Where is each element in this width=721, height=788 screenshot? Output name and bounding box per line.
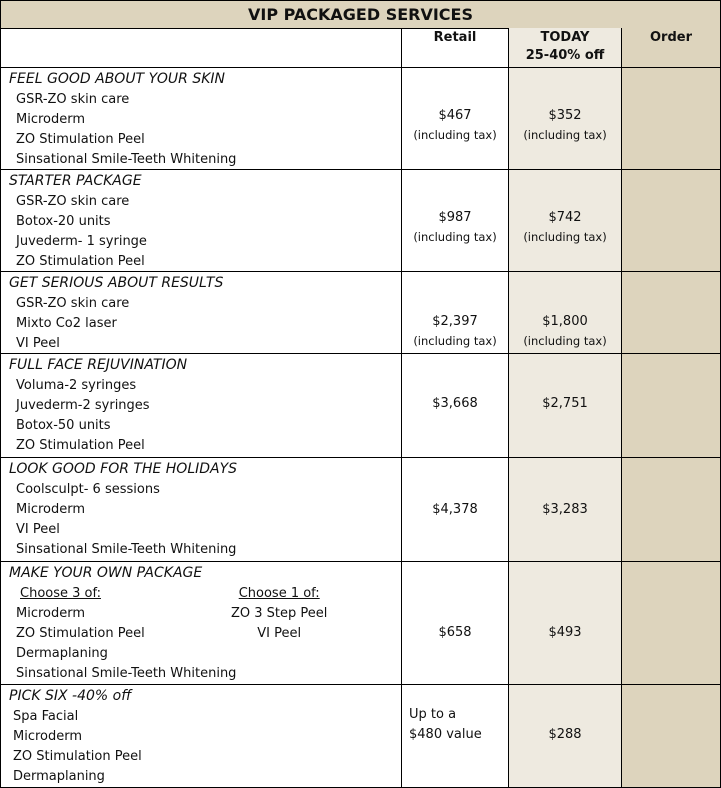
package-item: ZO Stimulation Peel: [16, 626, 145, 641]
package-item: Voluma-2 syringes: [16, 378, 137, 393]
package-items: [16, 480, 236, 560]
today-price: $3,283: [542, 502, 588, 517]
order-cell[interactable]: [622, 354, 721, 458]
package-item: Coolsculpt- 6 sessions: [16, 482, 160, 497]
package-item: ZO Stimulation Peel: [16, 254, 145, 269]
package-item: GSR-ZO skin care: [16, 194, 130, 209]
tax-note: (including tax): [413, 334, 497, 348]
header-retail: Retail: [402, 28, 509, 68]
package-cell: [0, 170, 402, 272]
retail-value-prefix: Up to a: [409, 707, 457, 722]
choose-one-label: Choose 1 of:: [238, 586, 320, 601]
package-items: [13, 707, 142, 787]
package-title: STARTER PACKAGE: [9, 173, 142, 189]
today-cell: [509, 458, 622, 562]
tax-note: (including tax): [523, 334, 607, 348]
today-cell: [509, 170, 622, 272]
header-order: Order: [622, 28, 721, 68]
today-cell: [509, 685, 622, 788]
package-title: FEEL GOOD ABOUT YOUR SKIN: [9, 71, 225, 87]
tax-note: (including tax): [413, 230, 497, 244]
package-row: [0, 170, 721, 272]
retail-cell: [402, 68, 509, 170]
package-title: FULL FACE REJUVINATION: [9, 357, 188, 373]
package-cell: [0, 685, 402, 788]
package-row: [0, 68, 721, 170]
today-cell: [509, 68, 622, 170]
retail-cell: [402, 458, 509, 562]
package-item: Sinsational Smile-Teeth Whitening: [16, 152, 237, 167]
package-row: [0, 272, 721, 354]
header-today-discount: 25-40% off: [525, 48, 605, 63]
package-row: [0, 685, 721, 788]
package-item: Sinsational Smile-Teeth Whitening: [16, 542, 237, 557]
order-cell[interactable]: [622, 685, 721, 788]
choose-one-list: [231, 584, 327, 644]
today-price: $2,751: [542, 396, 588, 411]
header-today-label: TODAY: [540, 30, 590, 45]
choose-three-label: Choose 3 of:: [20, 586, 101, 601]
retail-price: $2,397: [432, 314, 478, 329]
today-cell: [509, 562, 622, 685]
today-price: $1,800: [542, 314, 588, 329]
order-cell[interactable]: [622, 68, 721, 170]
tax-note: (including tax): [413, 128, 497, 142]
package-items: [16, 294, 129, 354]
package-cell: [0, 458, 402, 562]
package-title: PICK SIX -40% off: [9, 688, 132, 704]
retail-price: $4,378: [432, 502, 478, 517]
package-row: [0, 354, 721, 458]
package-item: Spa Facial: [13, 709, 79, 724]
retail-value: $480 value: [409, 727, 482, 742]
today-price: $742: [548, 210, 582, 225]
today-cell: [509, 354, 622, 458]
package-item: ZO 3 Step Peel: [231, 606, 328, 621]
tax-note: (including tax): [523, 230, 607, 244]
order-cell[interactable]: [622, 170, 721, 272]
package-row: [0, 562, 721, 685]
package-item: GSR-ZO skin care: [16, 296, 130, 311]
package-items: [16, 90, 236, 170]
choose-three-list: [16, 584, 236, 684]
package-item: Botox-50 units: [16, 418, 111, 433]
retail-cell: [402, 562, 509, 685]
order-cell[interactable]: [622, 272, 721, 354]
order-cell[interactable]: [622, 562, 721, 685]
package-item: Sinsational Smile-Teeth Whitening: [16, 666, 237, 681]
retail-cell: [402, 272, 509, 354]
package-row: [0, 458, 721, 562]
package-title: LOOK GOOD FOR THE HOLIDAYS: [9, 461, 238, 477]
package-item: Microderm: [16, 502, 86, 517]
retail-cell: [402, 685, 509, 788]
package-title: GET SERIOUS ABOUT RESULTS: [9, 275, 224, 291]
package-item: Microderm: [16, 112, 86, 127]
package-item: ZO Stimulation Peel: [16, 132, 145, 147]
retail-price: $467: [438, 108, 472, 123]
retail-cell: [402, 170, 509, 272]
package-item: ZO Stimulation Peel: [13, 749, 142, 764]
package-cell: [0, 562, 402, 685]
package-item: Dermaplaning: [13, 769, 105, 784]
today-cell: [509, 272, 622, 354]
tax-note: (including tax): [523, 128, 607, 142]
package-item: Dermaplaning: [16, 646, 108, 661]
package-item: Juvederm-2 syringes: [16, 398, 150, 413]
package-title: MAKE YOUR OWN PACKAGE: [9, 565, 203, 581]
today-price: $352: [548, 108, 582, 123]
package-items: [16, 376, 150, 456]
package-item: Juvederm- 1 syringe: [16, 234, 147, 249]
header-today: [509, 28, 622, 68]
package-cell: [0, 68, 402, 170]
package-cell: [0, 354, 402, 458]
retail-cell: [402, 354, 509, 458]
today-price: $288: [548, 727, 582, 742]
package-item: Mixto Co2 laser: [16, 316, 117, 331]
package-cell: [0, 272, 402, 354]
package-item: VI Peel: [16, 522, 60, 537]
retail-price: $658: [438, 625, 472, 640]
header-name-cell: [0, 28, 402, 68]
package-item: VI Peel: [257, 626, 302, 641]
package-item: Microderm: [13, 729, 83, 744]
sheet-title: VIP PACKAGED SERVICES: [0, 0, 721, 29]
package-items: [16, 192, 147, 272]
retail-price: $987: [438, 210, 472, 225]
today-price: $493: [548, 625, 582, 640]
package-item: Botox-20 units: [16, 214, 111, 229]
order-cell[interactable]: [622, 458, 721, 562]
retail-price: $3,668: [432, 396, 478, 411]
header-row: [0, 28, 721, 68]
package-item: Microderm: [16, 606, 86, 621]
package-item: ZO Stimulation Peel: [16, 438, 145, 453]
package-item: VI Peel: [16, 336, 60, 351]
package-item: GSR-ZO skin care: [16, 92, 130, 107]
